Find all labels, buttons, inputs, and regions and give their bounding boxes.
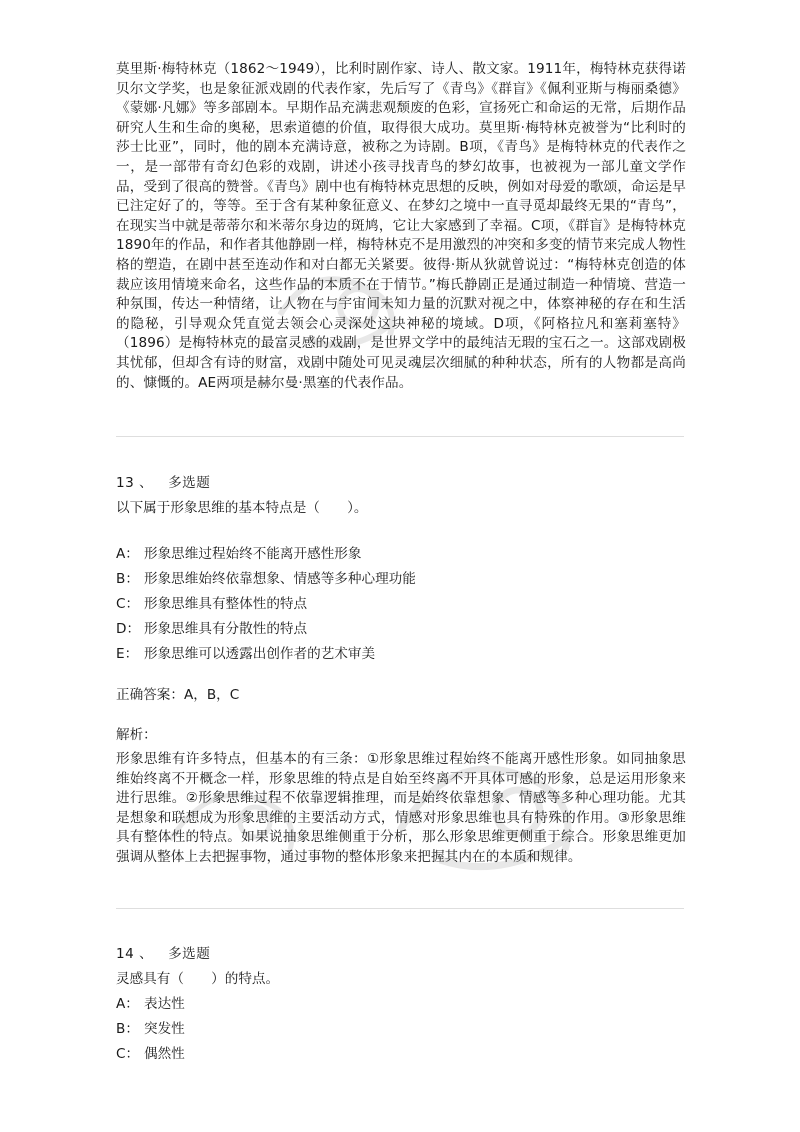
q13-option-e (116, 645, 375, 664)
option-text: 偶然性 (144, 1046, 185, 1062)
option-letter: B： (116, 1021, 139, 1037)
q13-number: 13 (116, 475, 135, 491)
q13-sep: 、 (139, 475, 154, 491)
q13-header (116, 474, 210, 493)
option-text: 形象思维始终依靠想象、情感等多种心理功能 (144, 571, 416, 587)
option-letter: E： (116, 646, 139, 662)
option-letter: D： (116, 621, 141, 637)
q14-sep: 、 (139, 946, 154, 962)
divider (116, 908, 684, 909)
q13-analysis-label: 解析： (116, 727, 157, 743)
q14-header (116, 945, 210, 964)
q13-answer (116, 686, 239, 705)
option-text: 形象思维具有整体性的特点 (144, 596, 308, 612)
option-text: 突发性 (144, 1021, 185, 1037)
option-letter: B： (116, 571, 139, 587)
q13-option-c (116, 595, 307, 614)
divider (116, 436, 684, 437)
q14-number: 14 (116, 946, 135, 962)
option-text: 表达性 (144, 996, 185, 1012)
q13-analysis: 形象思维有许多特点，但基本的有三条：①形象思维过程始终不能离开感性形象。如同抽象思维始终离不开概念一样，形象思维的特点是自始至终离不开具体可感的形象，总是运用形象来进行思维。②形象思维过程不依靠逻辑推理，而是始终依靠想象、情感等多种心理功能。尤其是想象和联想成为形象思维的主要活动方式，情感对形象思维也具有特殊的作用。③形象思维具有整体性的特点。如果说抽象思维侧重于分析，那么形象思维更侧重于综合。形象思维更加强调从整体上去把握事物，通过事物的整体形象来把握其内在的本质和规律。 (116, 751, 686, 865)
answer-label: 正确答案： (116, 687, 184, 703)
option-text: 形象思维具有分散性的特点 (144, 621, 308, 637)
q13-stem: 以下属于形象思维的基本特点是（ ）。 (116, 500, 368, 516)
q14-option-c (116, 1045, 185, 1064)
option-text: 形象思维可以透露出创作者的艺术审美 (144, 646, 376, 662)
q13-option-d (116, 620, 307, 639)
option-letter: C： (116, 596, 140, 612)
option-letter: A： (116, 546, 139, 562)
option-text: 形象思维过程始终不能离开感性形象 (144, 546, 362, 562)
option-letter: A： (116, 996, 139, 1012)
q12-explanation: 莫里斯·梅特林克（1862～1949），比利时剧作家、诗人、散文家。1911年，梅特林克获得诺贝尔文学奖，也是象征派戏剧的代表作家，先后写了《青鸟》《群盲》《佩利亚斯与梅丽桑德》《蒙娜·凡娜》等多部剧本。早期作品充满悲观颓废的色彩，宣扬死亡和命运的无常，后期作品研究人生和生命的奥秘，思索道德的价值，取得很大成功。莫里斯·梅特林克被誉为“比利时的莎士比亚”，同时，他的剧本充满诗意，被称之为诗剧。B项，《青鸟》是梅特林克的代表作之一，是一部带有奇幻色彩的戏剧，讲述小孩寻找青鸟的梦幻故事，也被视为一部儿童文学作品，受到了很高的赞誉。《青鸟》剧中也有梅特林克思想的反映，例如对母爱的歌颂，命运是早已注定好了的，等等。至于含有某种象征意义、在梦幻之境中一直寻觅却最终无果的“青鸟”，在现实当中就是蒂蒂尔和米蒂尔身边的斑鸠，它让大家感到了幸福。C项，《群盲》是梅特林克1890年的作品，和作者其他静剧一样，梅特林克不是用激烈的冲突和多变的情节来完成人物性格的塑造，在剧中甚至连动作和对白都无关紧要。彼得·斯从狄就曾说过：“梅特林克创造的体裁应该用情境来命名，这些作品的本质不在于情节。”梅氏静剧正是通过制造一种情境、营造一种氛围，传达一种情绪，让人物在与宇宙间未知力量的沉默对视之中，体察神秘的存在和生活的隐秘，引导观众凭直觉去领会心灵深处这块神秘的境域。D项，《阿格拉凡和塞莉塞特》（1896）是梅特林克的最富灵感的戏剧，是世界文学中的最纯洁无瑕的宝石之一。这部戏剧极其忧郁，但却含有诗的财富，戏剧中随处可见灵魂层次细腻的种种状态，所有的人物都是高尚的、慷慨的。AE两项是赫尔曼·黑塞的代表作品。 (116, 61, 686, 391)
q13-option-b (116, 570, 416, 589)
answer-value: A，B，C (183, 687, 240, 703)
q14-type: 多选题 (168, 946, 211, 962)
q14-option-a (116, 995, 185, 1014)
q14-option-b (116, 1020, 185, 1039)
q13-option-a (116, 545, 362, 564)
q13-type: 多选题 (168, 475, 211, 491)
option-letter: C： (116, 1046, 140, 1062)
q14-stem: 灵感具有（ ）的特点。 (116, 971, 280, 987)
